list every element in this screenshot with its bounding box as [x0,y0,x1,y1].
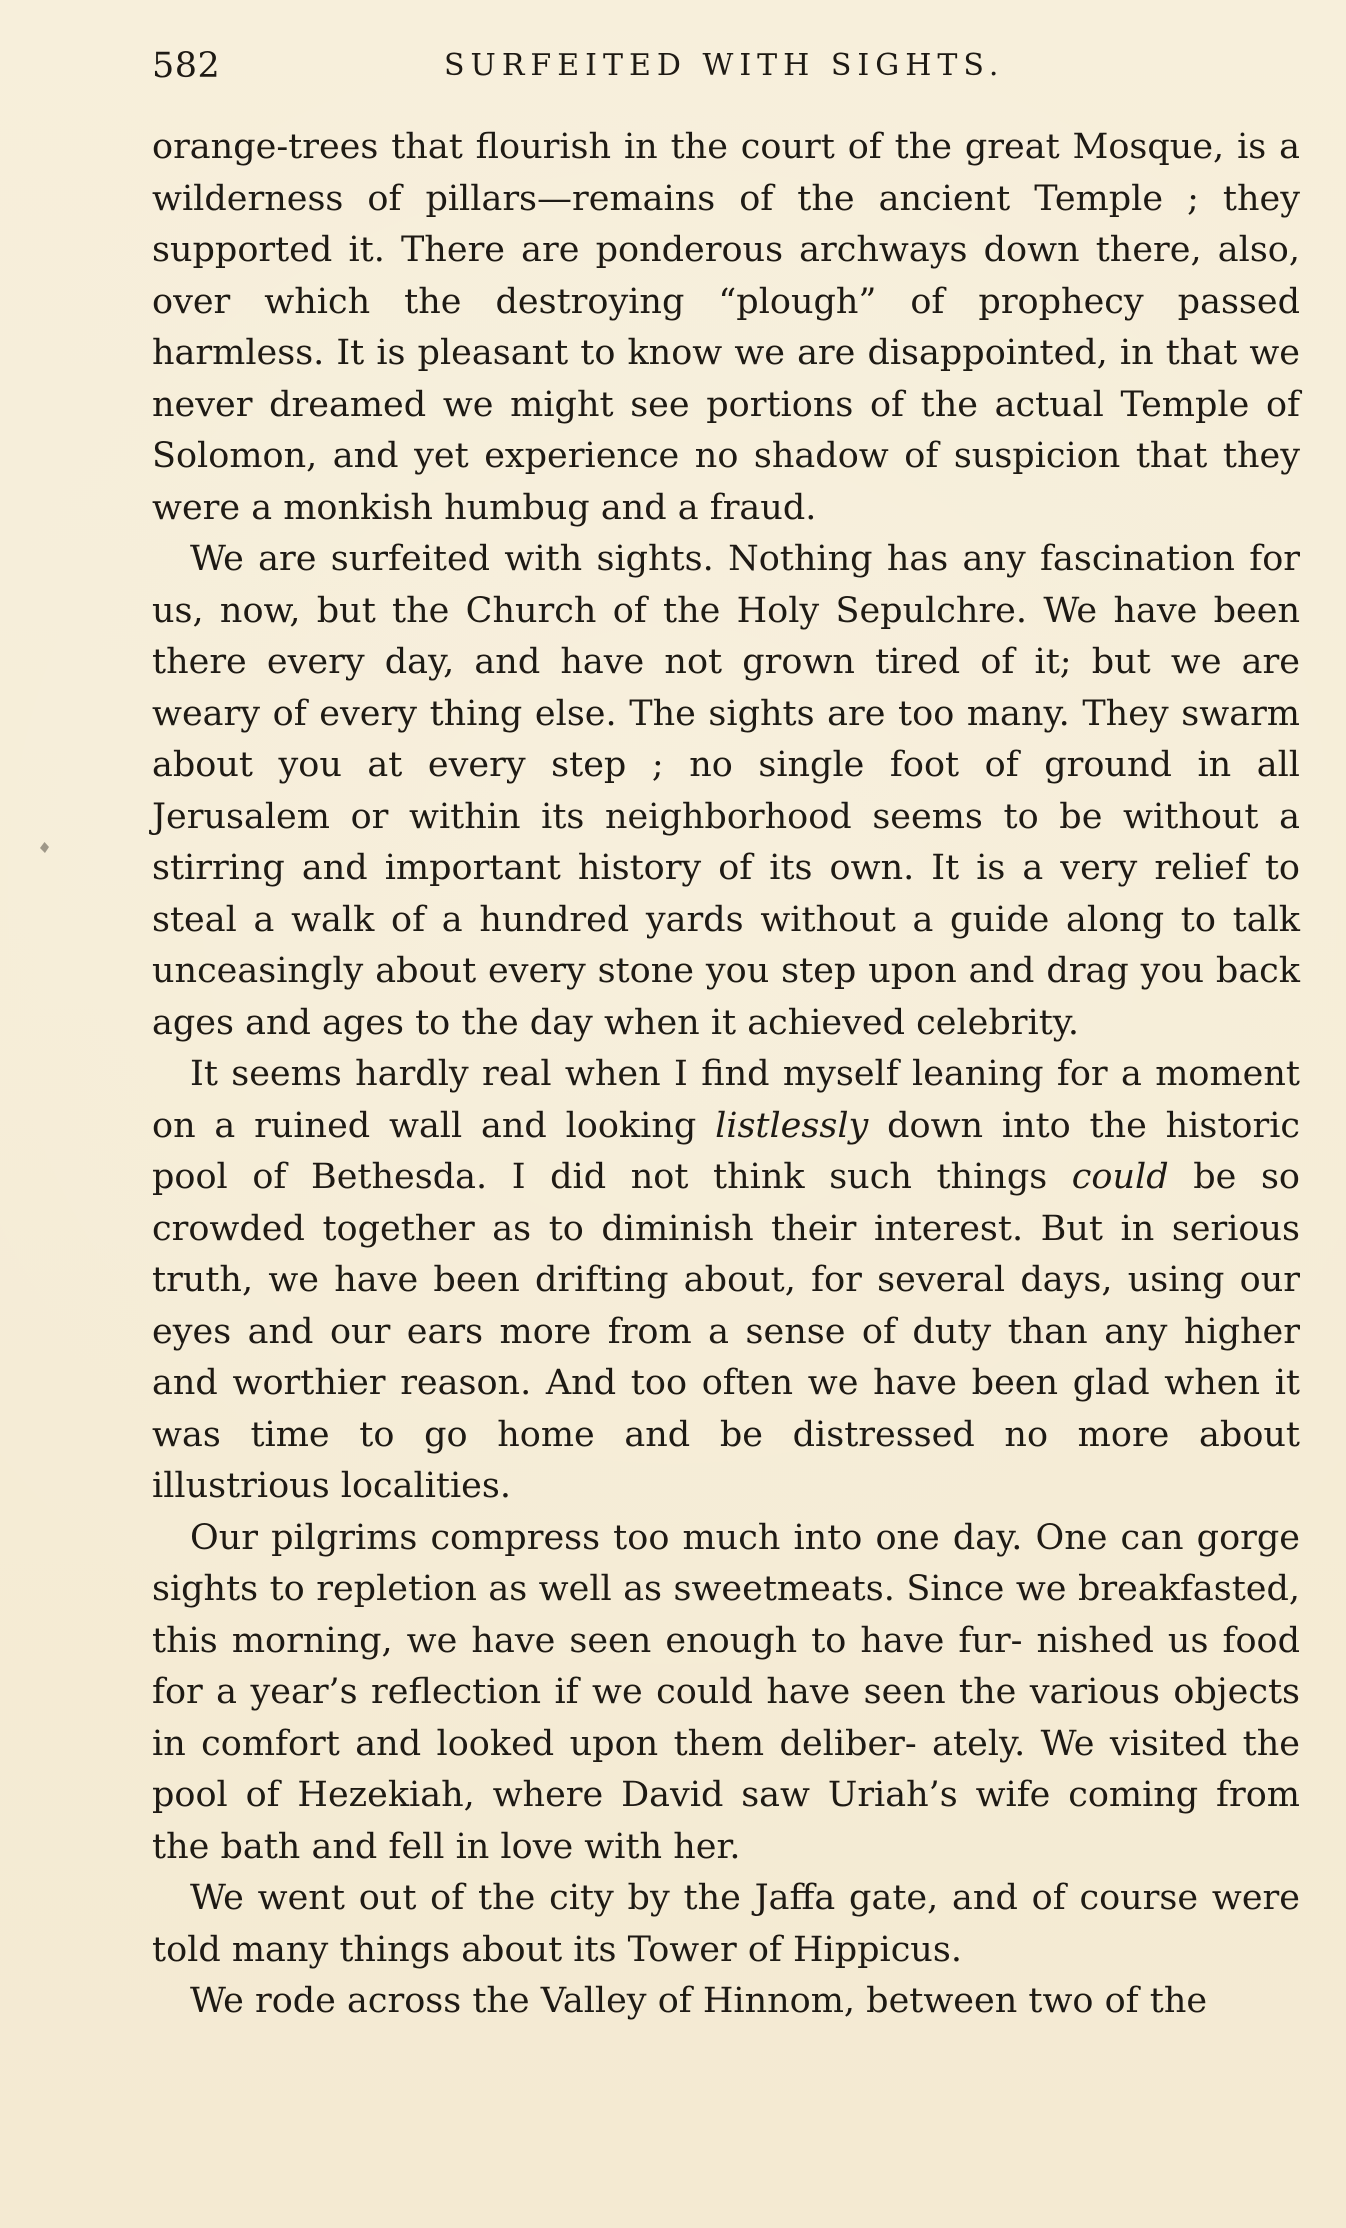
paper-speck-mark [40,842,49,853]
italic-word-listlessly: listlessly [715,1105,869,1146]
paragraph-1: orange-trees that flourish in the court of the great Mosque, is a wilderness of pillars—remains of the ancient Temple ; they supported it. There are ponderous archways down there, also, over which the destroying “plough” of prophecy passed harmless. It is pleasant to know we are disappointed, in that we never dreamed we might see portions of the actual Temple of Solomon, and yet experience no shadow of suspicion that they were a monkish humbug and a fraud. [152,127,1300,528]
italic-word-could: could [1071,1157,1169,1197]
paragraph-6: We rode across the Valley of Hinnom, between two of the [190,1981,1208,2021]
body-text [152,122,1300,2028]
paragraph-3-part-3: be so crowded together as to diminish their interest. But in serious truth, we have been drifting about, for several days, using our eyes and our ears more from a sense of duty than any higher and worthier reason. And too often we have been glad when it was time to go home and be distressed no more about illustrious localities. [152,1157,1300,1506]
paragraph-3-part-1: It seems hardly real when I find myself leaning for a moment on a ruined wall and looking [152,1054,1300,1146]
running-head: SURFEITED WITH SIGHTS. [444,48,1005,83]
paragraph-2: We are surfeited with sights. Nothing has any fascination for us, now, but the Church of the Holy Sepulchre. We have been there every day, and have not grown tired of it; but we are weary of every thing else. The sights are too many. They swarm about you at every step ; no single foot of ground in all Jerusalem or within its neighborhood seems to be without a stirring and important history of its own. It is a very relief to steal a walk of a hundred yards without a guide along to talk unceasingly about every stone you step upon and drag you back ages and ages to the day when it achieved celebrity. [152,539,1300,1043]
paragraph-5: We went out of the city by the Jaffa gate, and of course were told many things about its Tower of Hippicus. [152,1878,1300,1970]
paragraph-3-part-2: down into the historic pool of Bethesda. I did not think such things [152,1105,1300,1197]
paragraph-3 [152,1049,1300,1513]
page-number: 582 [152,46,221,86]
paragraph-4: Our pilgrims compress too much into one day. One can gorge sights to repletion as well as sweetmeats. Since we breakfasted, this morning, we have seen enough to have fur- nished us food for a year’s reflection if we could have seen the various objects in comfort and looked upon them deliber- ately. We visited the pool of Hezekiah, where David saw Uriah’s wife coming from the bath and fell in love with her. [152,1517,1300,1867]
page-header [152,38,1302,94]
